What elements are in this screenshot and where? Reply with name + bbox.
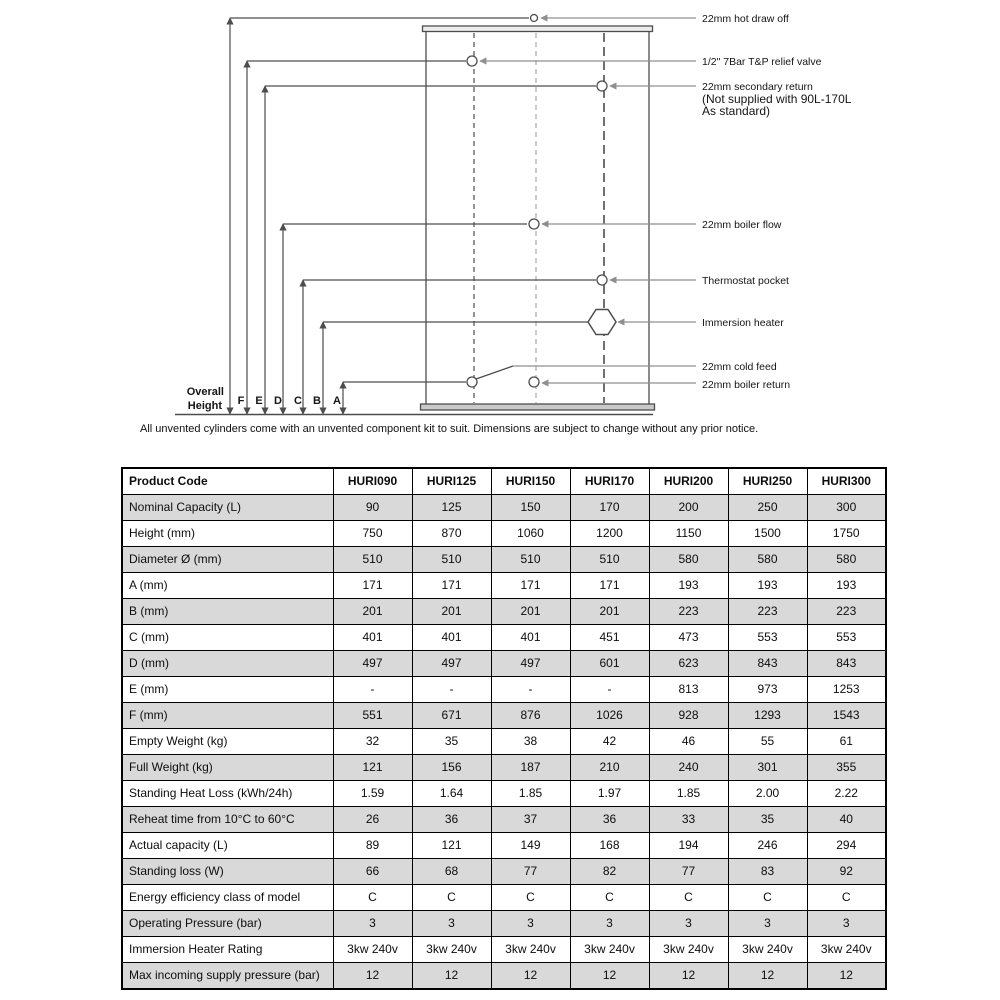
header-model-6: HURI250	[728, 468, 807, 495]
spec-cell: C	[728, 885, 807, 911]
spec-cell: 77	[649, 859, 728, 885]
spec-cell: 33	[649, 807, 728, 833]
spec-row-label: Standing loss (W)	[122, 859, 333, 885]
label-cold-feed: 22mm cold feed	[702, 361, 777, 373]
header-model-1: HURI090	[333, 468, 412, 495]
spec-cell: 12	[570, 963, 649, 990]
spec-cell: 497	[333, 651, 412, 677]
spec-cell: 171	[333, 573, 412, 599]
spec-cell: 3	[728, 911, 807, 937]
spec-cell: 2.22	[807, 781, 886, 807]
spec-cell: 193	[728, 573, 807, 599]
spec-cell: C	[807, 885, 886, 911]
spec-cell: 55	[728, 729, 807, 755]
spec-cell: 473	[649, 625, 728, 651]
spec-cell: 35	[728, 807, 807, 833]
cold-feed-riser	[476, 366, 513, 379]
spec-cell: 36	[570, 807, 649, 833]
spec-cell: 1150	[649, 521, 728, 547]
spec-row-label: Max incoming supply pressure (bar)	[122, 963, 333, 990]
spec-row	[122, 937, 886, 963]
spec-cell: 223	[728, 599, 807, 625]
dim-letter-d: D	[274, 395, 282, 407]
immersion-heater-hexagon	[588, 310, 616, 335]
spec-cell: 3	[807, 911, 886, 937]
spec-cell: 1.64	[412, 781, 491, 807]
spec-cell: 580	[807, 547, 886, 573]
label-boiler-flow: 22mm boiler flow	[702, 219, 782, 231]
cylinder-lid	[423, 26, 653, 32]
spec-cell: 3	[412, 911, 491, 937]
spec-row-label: E (mm)	[122, 677, 333, 703]
spec-cell: 149	[491, 833, 570, 859]
spec-cell: 168	[570, 833, 649, 859]
spec-cell: 12	[333, 963, 412, 990]
label-hot-draw-off: 22mm hot draw off	[702, 13, 789, 25]
spec-cell: 36	[412, 807, 491, 833]
spec-cell: 843	[807, 651, 886, 677]
header-model-3: HURI150	[491, 468, 570, 495]
spec-cell: 3kw 240v	[570, 937, 649, 963]
spec-cell: 870	[412, 521, 491, 547]
spec-cell: 1200	[570, 521, 649, 547]
spec-cell: 3	[570, 911, 649, 937]
spec-cell: 61	[807, 729, 886, 755]
spec-cell: 77	[491, 859, 570, 885]
spec-row-label: Height (mm)	[122, 521, 333, 547]
spec-row-label: Energy efficiency class of model	[122, 885, 333, 911]
spec-cell: 510	[412, 547, 491, 573]
spec-row	[122, 781, 886, 807]
spec-row	[122, 729, 886, 755]
spec-cell: 170	[570, 495, 649, 521]
spec-cell: 201	[333, 599, 412, 625]
spec-table-body	[122, 495, 886, 990]
spec-cell: 193	[649, 573, 728, 599]
spec-cell: 750	[333, 521, 412, 547]
spec-cell: 3kw 240v	[333, 937, 412, 963]
label-secondary-return: 22mm secondary return	[702, 81, 813, 93]
spec-row	[122, 521, 886, 547]
spec-cell: 210	[570, 755, 649, 781]
spec-cell: C	[649, 885, 728, 911]
spec-cell: C	[491, 885, 570, 911]
spec-row	[122, 495, 886, 521]
label-tp-relief-valve: 1/2" 7Bar T&P relief valve	[702, 56, 822, 68]
spec-cell: 223	[649, 599, 728, 625]
spec-cell: 401	[333, 625, 412, 651]
spec-cell: 1543	[807, 703, 886, 729]
footnote: All unvented cylinders come with an unvented component kit to suit. Dimensions are subject to change without any prior notice.	[140, 423, 759, 435]
spec-cell: 928	[649, 703, 728, 729]
header-model-2: HURI125	[412, 468, 491, 495]
spec-row-label: D (mm)	[122, 651, 333, 677]
spec-cell: 1026	[570, 703, 649, 729]
spec-cell: 201	[570, 599, 649, 625]
spec-cell: 46	[649, 729, 728, 755]
spec-cell: C	[570, 885, 649, 911]
spec-cell: 1500	[728, 521, 807, 547]
spec-row-label: Reheat time from 10°C to 60°C	[122, 807, 333, 833]
spec-cell: 876	[491, 703, 570, 729]
spec-cell: 451	[570, 625, 649, 651]
spec-cell: 551	[333, 703, 412, 729]
spec-cell: 201	[412, 599, 491, 625]
spec-cell: 671	[412, 703, 491, 729]
spec-cell: 12	[807, 963, 886, 990]
thermostat-pocket-port	[597, 275, 607, 285]
spec-cell: 1.85	[491, 781, 570, 807]
spec-row-label: A (mm)	[122, 573, 333, 599]
spec-row-label: B (mm)	[122, 599, 333, 625]
spec-cell: 1253	[807, 677, 886, 703]
spec-row	[122, 807, 886, 833]
spec-cell: 1.97	[570, 781, 649, 807]
connection-points	[467, 15, 616, 388]
boiler-flow-port	[529, 219, 539, 229]
spec-row	[122, 703, 886, 729]
spec-row-label: Immersion Heater Rating	[122, 937, 333, 963]
cylinder-base	[421, 404, 655, 410]
spec-cell: 1.85	[649, 781, 728, 807]
dim-letter-a: A	[333, 395, 341, 407]
spec-cell: 32	[333, 729, 412, 755]
spec-cell: 12	[649, 963, 728, 990]
secondary-return-port	[597, 81, 607, 91]
spec-cell: C	[412, 885, 491, 911]
spec-cell: 2.00	[728, 781, 807, 807]
spec-cell: 510	[570, 547, 649, 573]
spec-cell: 26	[333, 807, 412, 833]
label-immersion-heater: Immersion heater	[702, 317, 784, 329]
header-product-code: Product Code	[122, 468, 333, 495]
spec-cell: 194	[649, 833, 728, 859]
label-boiler-return: 22mm boiler return	[702, 379, 791, 391]
spec-cell: -	[333, 677, 412, 703]
spec-cell: 37	[491, 807, 570, 833]
spec-cell: 201	[491, 599, 570, 625]
spec-row	[122, 625, 886, 651]
spec-cell: 187	[491, 755, 570, 781]
spec-cell: 401	[491, 625, 570, 651]
spec-row	[122, 651, 886, 677]
spec-cell: 813	[649, 677, 728, 703]
spec-cell: 510	[333, 547, 412, 573]
spec-cell: 510	[491, 547, 570, 573]
spec-cell: 497	[412, 651, 491, 677]
spec-cell: 401	[412, 625, 491, 651]
spec-cell: 1750	[807, 521, 886, 547]
spec-cell: 1.59	[333, 781, 412, 807]
dim-letter-c: C	[294, 395, 302, 407]
spec-cell: 3kw 240v	[807, 937, 886, 963]
spec-row-label: Standing Heat Loss (kWh/24h)	[122, 781, 333, 807]
spec-cell: 82	[570, 859, 649, 885]
spec-cell: 92	[807, 859, 886, 885]
spec-cell: C	[333, 885, 412, 911]
spec-row	[122, 859, 886, 885]
hot-draw-off-port	[531, 15, 538, 22]
header-model-5: HURI200	[649, 468, 728, 495]
spec-cell: 623	[649, 651, 728, 677]
spec-row	[122, 885, 886, 911]
spec-cell: 12	[412, 963, 491, 990]
spec-cell: 12	[491, 963, 570, 990]
dim-letter-f: F	[237, 395, 245, 407]
spec-cell: 171	[570, 573, 649, 599]
spec-cell: 843	[728, 651, 807, 677]
spec-cell: 125	[412, 495, 491, 521]
spec-cell: 294	[807, 833, 886, 859]
spec-row	[122, 599, 886, 625]
port-label-texts	[702, 13, 852, 391]
spec-cell: 89	[333, 833, 412, 859]
spec-cell: 42	[570, 729, 649, 755]
overall-height-line1: Overall	[186, 386, 224, 398]
spec-row	[122, 573, 886, 599]
spec-cell: -	[412, 677, 491, 703]
cold-feed-port	[467, 377, 477, 387]
spec-row	[122, 677, 886, 703]
spec-cell: 3	[491, 911, 570, 937]
spec-cell: 40	[807, 807, 886, 833]
spec-row-label: Nominal Capacity (L)	[122, 495, 333, 521]
spec-cell: 1293	[728, 703, 807, 729]
spec-cell: 121	[412, 833, 491, 859]
spec-cell: 171	[491, 573, 570, 599]
spec-cell: 68	[412, 859, 491, 885]
spec-row-label: Full Weight (kg)	[122, 755, 333, 781]
spec-row-label: Operating Pressure (bar)	[122, 911, 333, 937]
dimension-letter-texts	[187, 386, 341, 412]
spec-row	[122, 547, 886, 573]
spec-cell: 200	[649, 495, 728, 521]
dimension-leaders	[230, 18, 596, 382]
tp-relief-valve-port	[467, 56, 477, 66]
callout-lines	[480, 18, 696, 383]
spec-cell: 580	[649, 547, 728, 573]
dim-letter-b: B	[313, 395, 321, 407]
spec-cell: 66	[333, 859, 412, 885]
spec-cell: 250	[728, 495, 807, 521]
spec-cell: 246	[728, 833, 807, 859]
spec-cell: 38	[491, 729, 570, 755]
spec-row	[122, 833, 886, 859]
spec-row	[122, 911, 886, 937]
spec-row-label: Diameter Ø (mm)	[122, 547, 333, 573]
dimension-verticals	[175, 18, 653, 415]
label-thermostat-pocket: Thermostat pocket	[702, 275, 789, 287]
spec-cell: 12	[728, 963, 807, 990]
spec-row-label: C (mm)	[122, 625, 333, 651]
spec-row-label: Actual capacity (L)	[122, 833, 333, 859]
cylinder-diagram	[0, 0, 1000, 420]
spec-cell: 553	[728, 625, 807, 651]
cylinder-body	[421, 26, 655, 410]
spec-cell: 150	[491, 495, 570, 521]
spec-cell: 35	[412, 729, 491, 755]
boiler-return-port	[529, 377, 539, 387]
spec-cell: 973	[728, 677, 807, 703]
label-secondary-return-note1: (Not supplied with 90L-170L	[702, 92, 852, 106]
header-model-4: HURI170	[570, 468, 649, 495]
spec-cell: 3kw 240v	[728, 937, 807, 963]
spec-cell: 3	[333, 911, 412, 937]
spec-table	[121, 467, 887, 990]
spec-cell: 121	[333, 755, 412, 781]
spec-cell: 3kw 240v	[412, 937, 491, 963]
spec-cell: -	[570, 677, 649, 703]
spec-cell: -	[491, 677, 570, 703]
dim-letter-e: E	[255, 395, 263, 407]
spec-row-label: F (mm)	[122, 703, 333, 729]
spec-cell: 90	[333, 495, 412, 521]
spec-cell: 193	[807, 573, 886, 599]
spec-row	[122, 963, 886, 990]
spec-cell: 301	[728, 755, 807, 781]
label-secondary-return-note2: As standard)	[702, 104, 771, 118]
spec-cell: 601	[570, 651, 649, 677]
spec-cell: 171	[412, 573, 491, 599]
header-model-7: HURI300	[807, 468, 886, 495]
spec-cell: 355	[807, 755, 886, 781]
spec-cell: 223	[807, 599, 886, 625]
overall-height-line2: Height	[187, 400, 222, 412]
spec-cell: 497	[491, 651, 570, 677]
spec-cell: 3kw 240v	[649, 937, 728, 963]
spec-row-label: Empty Weight (kg)	[122, 729, 333, 755]
spec-cell: 300	[807, 495, 886, 521]
spec-cell: 83	[728, 859, 807, 885]
spec-cell: 1060	[491, 521, 570, 547]
spec-cell: 3kw 240v	[491, 937, 570, 963]
spec-cell: 580	[728, 547, 807, 573]
spec-cell: 240	[649, 755, 728, 781]
header-row	[122, 468, 886, 495]
spec-cell: 553	[807, 625, 886, 651]
spec-cell: 3	[649, 911, 728, 937]
spec-row	[122, 755, 886, 781]
spec-table-head	[122, 468, 886, 495]
spec-cell: 156	[412, 755, 491, 781]
